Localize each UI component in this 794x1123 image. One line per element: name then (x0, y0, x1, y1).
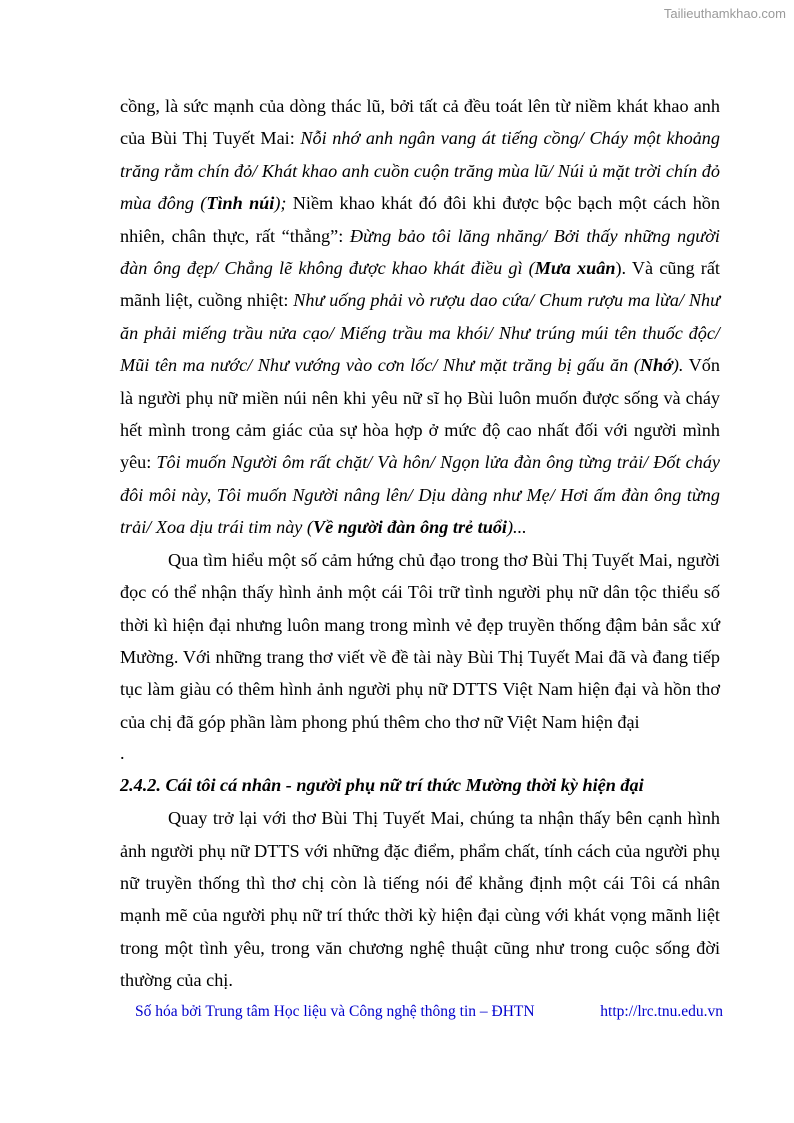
poem-title-4: Về người đàn ông trẻ tuổi (313, 517, 507, 538)
para1-text-3: Và cũng rất mãnh liệt, cuồng nhiệt: (120, 258, 720, 311)
poem-title-1: Tình núi (206, 193, 275, 214)
poem-title-3: Nhớ (639, 355, 673, 376)
trailing-period: . (120, 743, 125, 764)
poem-quote-2: Đừng bảo tôi lăng nhăng/ Bởi thấy những người đàn ông đẹp/ Chẳng lẽ không được khao khát điều gì ( (120, 225, 720, 279)
document-body (120, 90, 720, 997)
section-heading: 2.4.2. Cái tôi cá nhân - người phụ nữ trí thức Mường thời kỳ hiện đại (120, 775, 644, 796)
para1-text-2: Niềm khao khát đó đôi khi được bộc bạch một cách hồn nhiên, chân thực, rất “thẳng”: (120, 193, 720, 246)
poem-close-3: ). (672, 355, 684, 376)
page-footer (135, 1003, 723, 1021)
poem-close-1: ); (274, 193, 287, 214)
poem-quote-1: Nỗi nhớ anh ngân vang át tiếng cồng/ Cháy một khoảng trăng rằm chín đỏ/ Khát khao anh cuồn cuộn trăng mùa lũ/ Núi ủ mặt trời chín đỏ mùa đông ( (120, 128, 720, 214)
poem-title-2: Mưa xuân (534, 258, 616, 279)
watermark: Tailieuthamkhao.com (663, 6, 786, 21)
para1-text-1: cồng, là sức mạnh của dòng thác lũ, bởi tất cả đều toát lên từ niềm khát khao anh của Bùi Thị Tuyết Mai: (120, 96, 720, 149)
para1-text-4: Vốn là người phụ nữ miền núi nên khi yêu nữ sĩ họ Bùi luôn muốn được sống và cháy hết mình trong cảm giác của sự hòa hợp ở mức độ cao nhất đối với người mình yêu: (120, 355, 720, 473)
poem-close-2: ). (615, 258, 627, 279)
paragraph-2: Qua tìm hiểu một số cảm hứng chủ đạo trong thơ Bùi Thị Tuyết Mai, người đọc có thể nhận thấy hình ảnh một cái Tôi trữ tình người phụ nữ dân tộc thiểu số thời kì hiện đại nhưng luôn mang trong mình vẻ đẹp truyền thống đậm bản sắc xứ Mường. Với những trang thơ viết về đề tài này Bùi Thị Tuyết Mai đã và đang tiếp tục làm giàu có thêm hình ảnh người phụ nữ DTTS Việt Nam hiện đại và hồn thơ của chị đã góp phần làm phong phú thêm cho thơ nữ Việt Nam hiện đại (120, 549, 720, 732)
paragraph-1 (120, 90, 720, 544)
footer-source: Số hóa bởi Trung tâm Học liệu và Công nghệ thông tin – ĐHTN (135, 1003, 535, 1020)
footer-link[interactable]: http://lrc.tnu.edu.vn (600, 1003, 723, 1020)
poem-quote-4: Tôi muốn Người ôm rất chặt/ Và hôn/ Ngọn lửa đàn ông từng trải/ Đốt cháy đôi môi này, Tôi muốn Người nâng lên/ Dịu dàng như Mẹ/ Hơi ấm đàn ông từng trải/ Xoa dịu trái tim này ( (120, 452, 720, 538)
paragraph-3: Quay trở lại với thơ Bùi Thị Tuyết Mai, chúng ta nhận thấy bên cạnh hình ảnh người phụ nữ DTTS với những đặc điểm, phẩm chất, tính cách của người phụ nữ truyền thống thì thơ chị còn là tiếng nói để khẳng định một cái Tôi cá nhân mạnh mẽ của người phụ nữ trí thức thời kỳ hiện đại cùng với khát vọng mãnh liệt trong một tình yêu, trong văn chương nghệ thuật cũng như trong cuộc sống đời thường của chị. (120, 808, 720, 991)
poem-close-4: )... (506, 517, 527, 538)
poem-quote-3: Như uống phải vò rượu dao cứa/ Chum rượu ma lừa/ Như ăn phải miếng trầu nửa cạo/ Miếng trầu ma khói/ Như trúng múi tên thuốc độc/ Mũi tên ma nước/ Như vướng vào cơn lốc/ Như mặt trăng bị gấu ăn ( (120, 290, 720, 376)
